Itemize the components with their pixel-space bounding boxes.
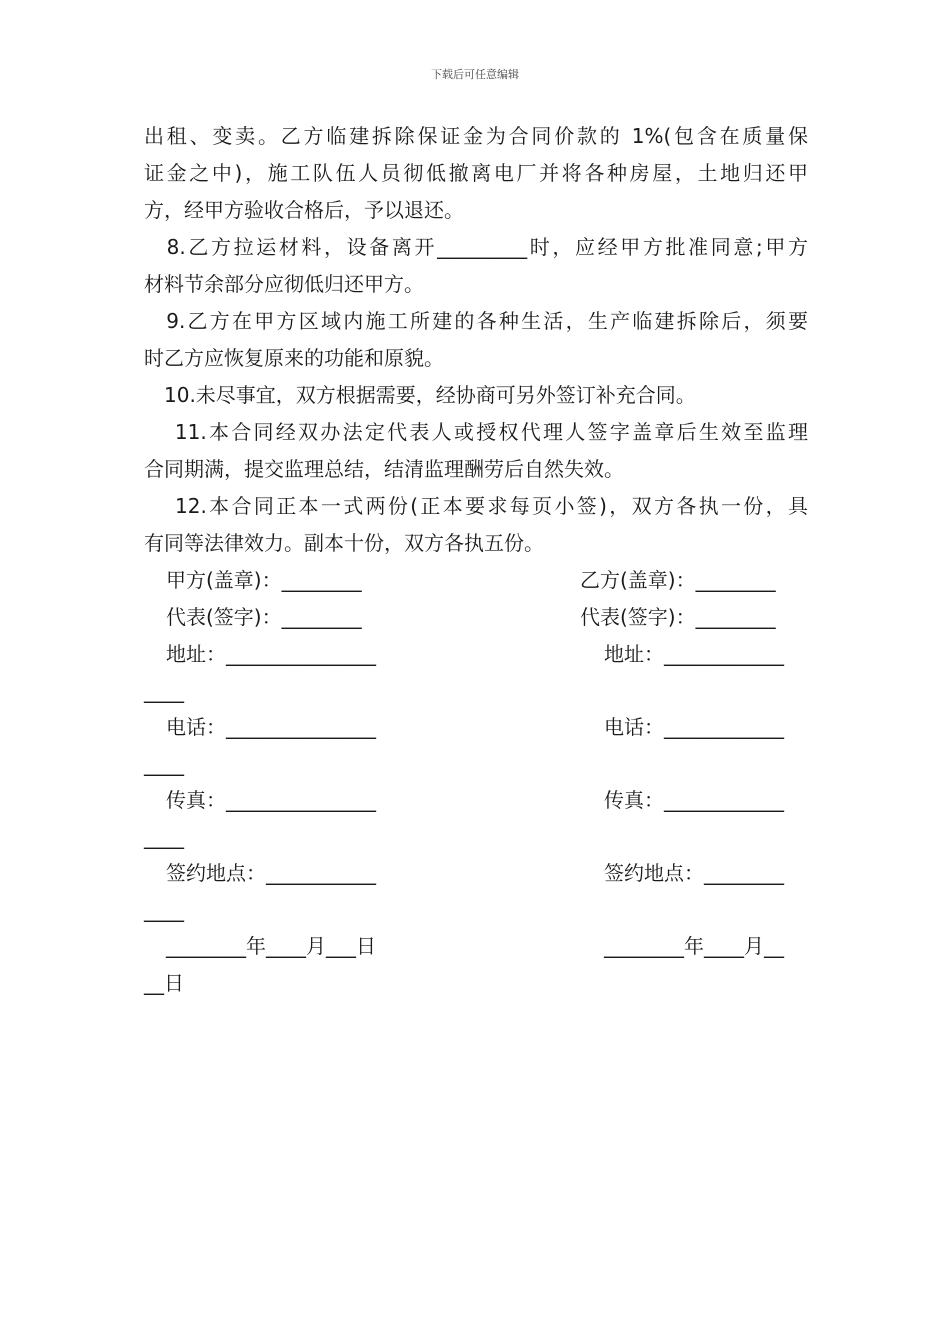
header-note: 下载后可任意编辑 bbox=[431, 68, 519, 81]
text-line: 10.未尽事宜，双方根据需要，经协商可另外签订补充合同。 bbox=[144, 383, 696, 407]
fax-row bbox=[144, 782, 808, 819]
document-body bbox=[144, 118, 808, 1001]
text-line: 方，经甲方验收合格后，予以退还。 bbox=[144, 198, 464, 222]
paragraph bbox=[144, 118, 808, 229]
phone-row bbox=[144, 709, 808, 746]
party-a-address-field: 地址：_______________ bbox=[166, 642, 376, 666]
party-b-place-field: 签约地点：________ bbox=[604, 861, 784, 885]
party-b-address-field: 地址：____________ bbox=[604, 642, 784, 666]
party-b-seal-field: 乙方(盖章)：________ bbox=[580, 568, 776, 592]
party-b-fax-field: 传真：____________ bbox=[604, 788, 784, 812]
representative-row bbox=[144, 599, 808, 636]
text-line: 出租、变卖。乙方临建拆除保证金为合同价款的 1%(包含在质量保 bbox=[144, 124, 808, 148]
date-wrap-line: __日 bbox=[144, 971, 184, 995]
party-a-place-field: 签约地点：___________ bbox=[166, 861, 376, 885]
address-wrap-line: ____ bbox=[144, 679, 184, 703]
paragraph-item-11 bbox=[144, 414, 808, 488]
text-line: 8.乙方拉运材料，设备离开_________时，应经甲方批准同意;甲方 bbox=[144, 235, 808, 259]
party-a-fax-field: 传真：_______________ bbox=[166, 788, 376, 812]
party-a-phone-field: 电话：_______________ bbox=[166, 715, 376, 739]
party-a-rep-field: 代表(签字)：________ bbox=[166, 605, 362, 629]
place-wrap-line: ____ bbox=[144, 898, 184, 922]
date-row bbox=[144, 928, 808, 965]
paragraph-item-9 bbox=[144, 303, 808, 377]
party-a-date-field: ________年____月___日 bbox=[166, 934, 376, 958]
text-line: 有同等法律效力。副本十份，双方各执五份。 bbox=[144, 531, 544, 555]
party-b-date-field: ________年____月__ bbox=[604, 934, 784, 958]
text-line: 材料节余部分应彻低归还甲方。 bbox=[144, 272, 424, 296]
phone-wrap-line: ____ bbox=[144, 752, 184, 776]
address-row bbox=[144, 636, 808, 673]
signature-block bbox=[144, 562, 808, 1001]
text-line: 证金之中)，施工队伍人员彻低撤离电厂并将各种房屋，土地归还甲 bbox=[144, 161, 808, 185]
seal-row bbox=[144, 562, 808, 599]
paragraph-item-12 bbox=[144, 488, 808, 562]
party-b-phone-field: 电话：____________ bbox=[604, 715, 784, 739]
paragraph-item-10 bbox=[144, 377, 808, 414]
paragraph-item-8 bbox=[144, 229, 808, 303]
party-b-rep-field: 代表(签字)：________ bbox=[580, 605, 776, 629]
text-line: 合同期满，提交监理总结，结清监理酬劳后自然失效。 bbox=[144, 457, 624, 481]
text-line: 12.本合同正本一式两份(正本要求每页小签)，双方各执一份，具 bbox=[144, 494, 808, 518]
party-a-seal-field: 甲方(盖章)：________ bbox=[166, 568, 362, 592]
text-line: 11.本合同经双办法定代表人或授权代理人签字盖章后生效至监理 bbox=[144, 420, 808, 444]
fax-wrap-line: ____ bbox=[144, 825, 184, 849]
text-line: 时乙方应恢复原来的功能和原貌。 bbox=[144, 346, 444, 370]
signing-place-row bbox=[144, 855, 808, 892]
text-line: 9.乙方在甲方区域内施工所建的各种生活，生产临建拆除后，须要 bbox=[144, 309, 808, 333]
